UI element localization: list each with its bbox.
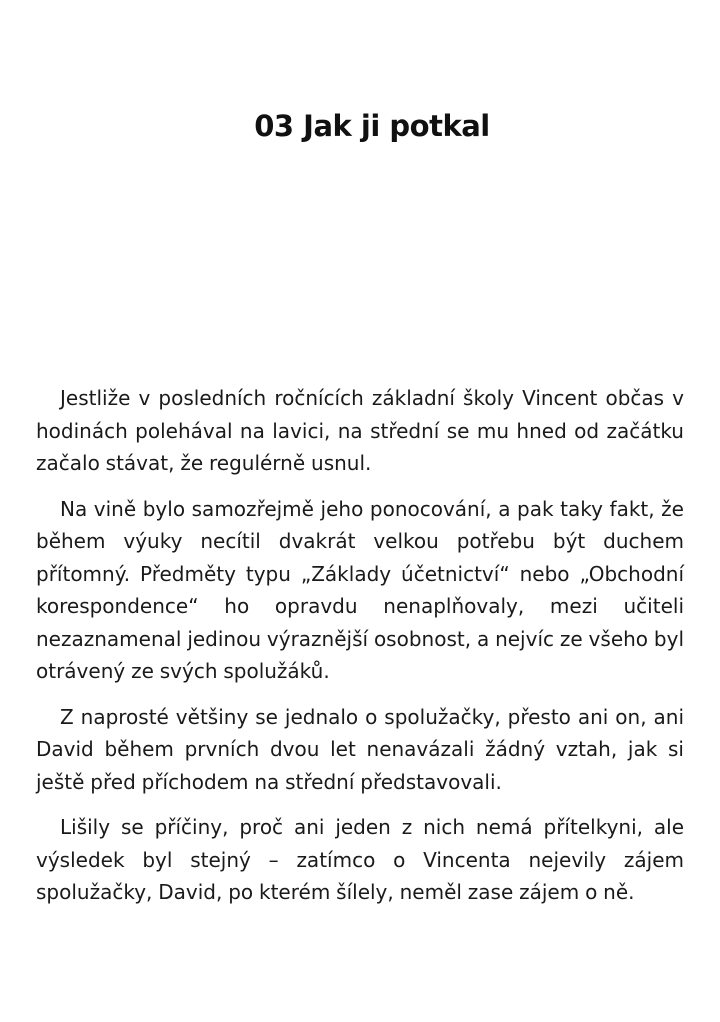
chapter-body	[36, 382, 684, 922]
paragraph: Jestliže v posledních ročnících základní školy Vincent občas v hodinách polehával na lavici, na střední se mu hned od začátku začalo stávat, že regulérně usnul.	[36, 386, 684, 475]
paragraph: Na vině bylo samozřejmě jeho ponocování, a pak taky fakt, že během výuky necítil dvakrát velkou potřebu být duchem přítomný. Předměty typu „Základy účetnictví“ nebo „Obchodní korespondence“ ho opravdu nenaplňovaly, mezi učiteli nezaznamenal jedinou výraznější osobnost, a nejvíc ze všeho byl otrávený ze svých spolužáků.	[36, 496, 684, 683]
paragraph: Lišily se příčiny, proč ani jeden z nich nemá přítelkyni, ale výsledek byl stejný – zatímco o Vincenta nejevily zájem spolužačky, David, po kterém šílely, neměl zase zájem o ně.	[36, 815, 684, 904]
paragraph: Z naprosté většiny se jednalo o spolužačky, přesto ani on, ani David během prvních dvou let nenavázali žádný vztah, jak si ještě před příchodem na střední představovali.	[36, 704, 684, 794]
chapter-title: 03 Jak ji potkal	[254, 109, 490, 144]
